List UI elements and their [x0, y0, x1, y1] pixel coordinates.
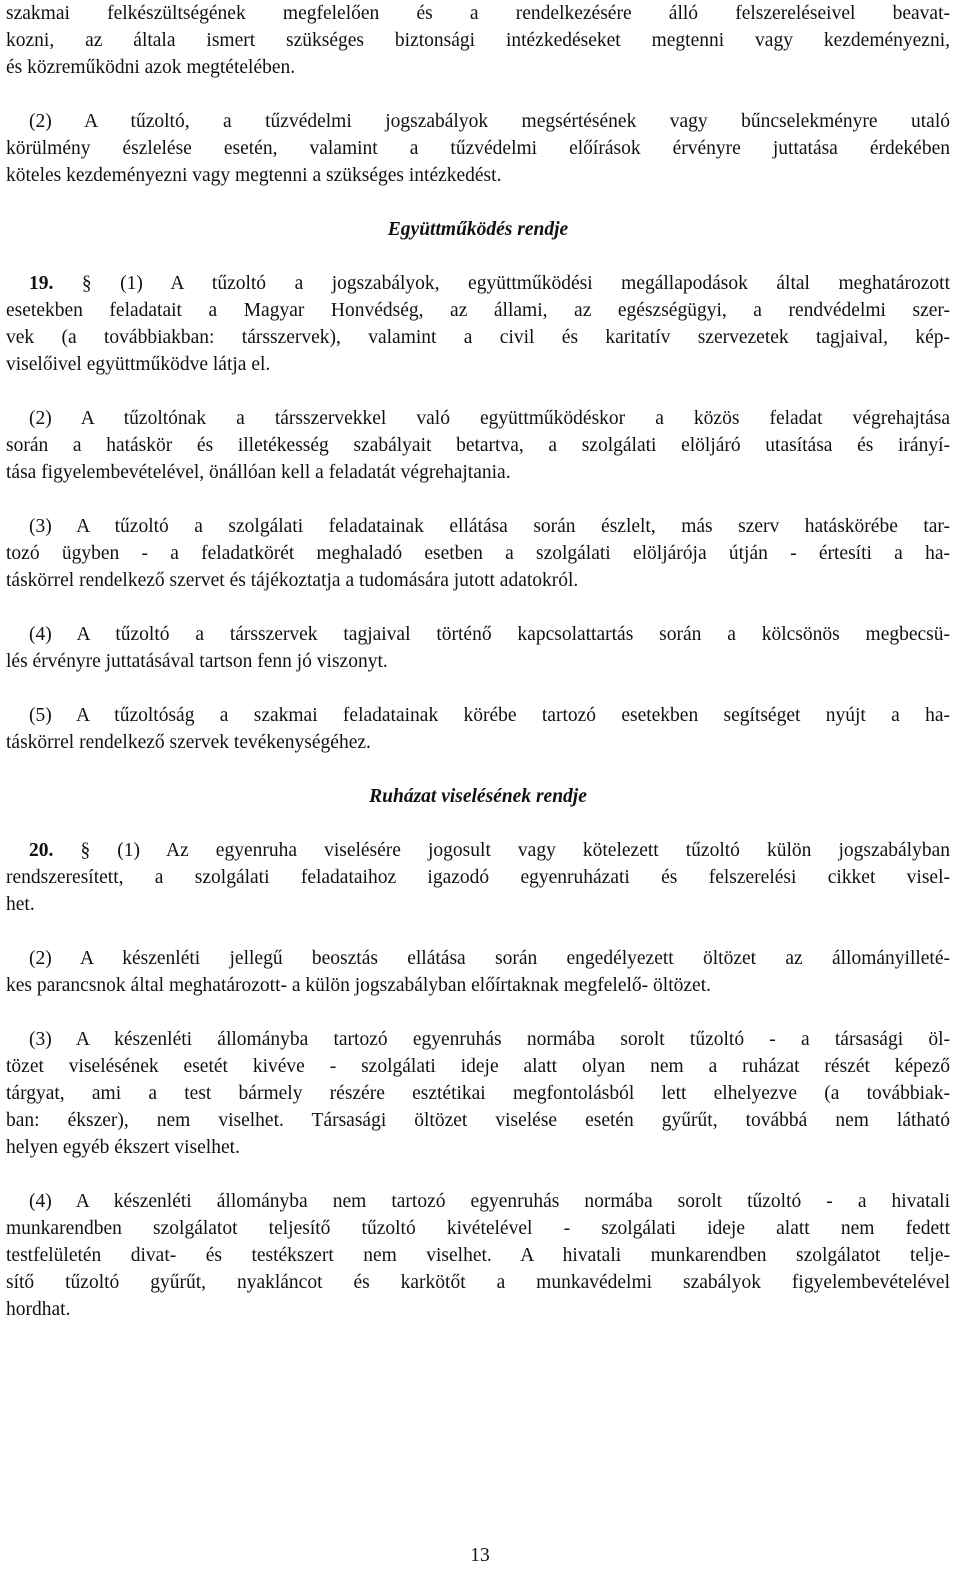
text-line: körülmény észlelése esetén, valamint a tűzvédelmi előírások érvényre juttatása érdekében: [6, 138, 950, 159]
text-line: [6, 270, 950, 297]
text-line: rendszeresített, a szolgálati feladataihoz igazodó egyenruházati és felszerelési cikket visel-: [6, 867, 950, 888]
text-line: viselőivel együttműködve látja el.: [6, 354, 271, 375]
section-heading: Ruházat viselésének rendje: [369, 786, 587, 807]
text-line: táskörrel rendelkező szervek tevékenységéhez.: [6, 732, 371, 753]
text-line: helyen egyéb ékszert viselhet.: [6, 1137, 240, 1158]
text-line: tása figyelembevételével, önállóan kell a feladatát végrehajtania.: [6, 462, 511, 483]
text-line: köteles kezdeményezni vagy megtenni a szükséges intézkedést.: [6, 165, 502, 186]
text-line: és közreműködni azok megtételében.: [6, 57, 296, 78]
text-line: [6, 405, 950, 432]
section-heading: Együttműködés rendje: [387, 219, 569, 240]
text-line: vek (a továbbiakban: társszervek), valamint a civil és karitatív szervezetek tagjaival, kép-: [6, 327, 950, 348]
para-text: § (1) Az egyenruha viselésére jogosult vagy kötelezett tűzoltó külön jogszabályban: [80, 840, 950, 861]
text-line: [6, 513, 950, 540]
text-line: kozni, az általa ismert szükséges biztonsági intézkedéseket megtenni vagy kezdeményezni,: [6, 30, 950, 51]
text-line: [6, 1026, 950, 1053]
text-line: esetekben feladatait a Magyar Honvédség, az állami, az egészségügyi, a rendvédelmi szer-: [6, 300, 950, 321]
text-line: sítő tűzoltó gyűrűt, nyakláncot és karkötőt a munkavédelmi szabályok figyelembevételével: [6, 1272, 950, 1293]
text-line: táskörrel rendelkező szervet és tájékoztatja a tudomására jutott adatokról.: [6, 570, 579, 591]
para-text: (4) A készenléti állományba nem tartozó egyenruhás normába sorolt tűzoltó - a hivatali: [29, 1191, 950, 1212]
section-number: 19.: [29, 273, 54, 294]
text-line: testfelületén divat- és testékszert nem viselhet. A hivatali munkarendben szolgálatot telje-: [6, 1245, 950, 1266]
text-line: [6, 837, 950, 864]
text-line: [6, 108, 950, 135]
text-line: lés érvényre juttatásával tartson fenn jó viszonyt.: [6, 651, 388, 672]
text-line: tözet viselésének esetét kivéve - szolgálati ideje alatt olyan nem a ruházat részét képező: [6, 1056, 950, 1077]
text-line: [6, 945, 950, 972]
document-page: [6, 0, 950, 1323]
text-line: munkarendben szolgálatot teljesítő tűzoltó kivételével - szolgálati ideje alatt nem fedett: [6, 1218, 950, 1239]
para-text: (2) A tűzoltónak a társszervekkel való együttműködéskor a közös feladat végrehajtása: [29, 408, 950, 429]
para-text: (5) A tűzoltóság a szakmai feladatainak körébe tartozó esetekben segítséget nyújt a ha-: [29, 705, 950, 726]
para-text: § (1) A tűzoltó a jogszabályok, együttműködési megállapodások által meghatározott: [81, 273, 951, 294]
text-line: [6, 702, 950, 729]
para-text: (2) A készenléti jellegű beosztás ellátása során engedélyezett öltözet az állományilleté-: [29, 948, 950, 969]
text-line: het.: [6, 894, 35, 915]
section-number: 20.: [29, 840, 54, 861]
text-line: ban: ékszer), nem viselhet. Társasági öltözet viselése esetén gyűrűt, továbbá nem látható: [6, 1110, 950, 1131]
text-line: során a hatáskör és illetékesség szabályait betartva, a szolgálati elöljáró utasítása és irányí-: [6, 435, 950, 456]
text-line: hordhat.: [6, 1299, 71, 1320]
para-text: (4) A tűzoltó a társszervek tagjaival történő kapcsolattartás során a kölcsönös megbecsü-: [29, 624, 950, 645]
text-line: tozó ügyben - a feladatkörét meghaladó esetben a szolgálati elöljárója útján - értesíti a ha-: [6, 543, 950, 564]
page-number: 13: [470, 1545, 490, 1566]
text-line: tárgyat, ami a test bármely részére esztétikai megfontolásból lett elhelyezve (a továbbiak-: [6, 1083, 950, 1104]
para-text: (3) A készenléti állományba tartozó egyenruhás normába sorolt tűzoltó - a társasági öl-: [29, 1029, 950, 1050]
text-line: kes parancsnok által meghatározott- a külön jogszabályban előírtaknak megfelelő- öltözet.: [6, 975, 711, 996]
text-line: [6, 1188, 950, 1215]
text-line: szakmai felkészültségének megfelelően és a rendelkezésére álló felszereléseivel beavat-: [6, 3, 950, 24]
text-line: [6, 621, 950, 648]
para-text: (2) A tűzoltó, a tűzvédelmi jogszabályok megsértésének vagy bűncselekményre utaló: [29, 111, 950, 132]
para-text: (3) A tűzoltó a szolgálati feladatainak ellátása során észlelt, más szerv hatáskörébe tar-: [29, 516, 950, 537]
